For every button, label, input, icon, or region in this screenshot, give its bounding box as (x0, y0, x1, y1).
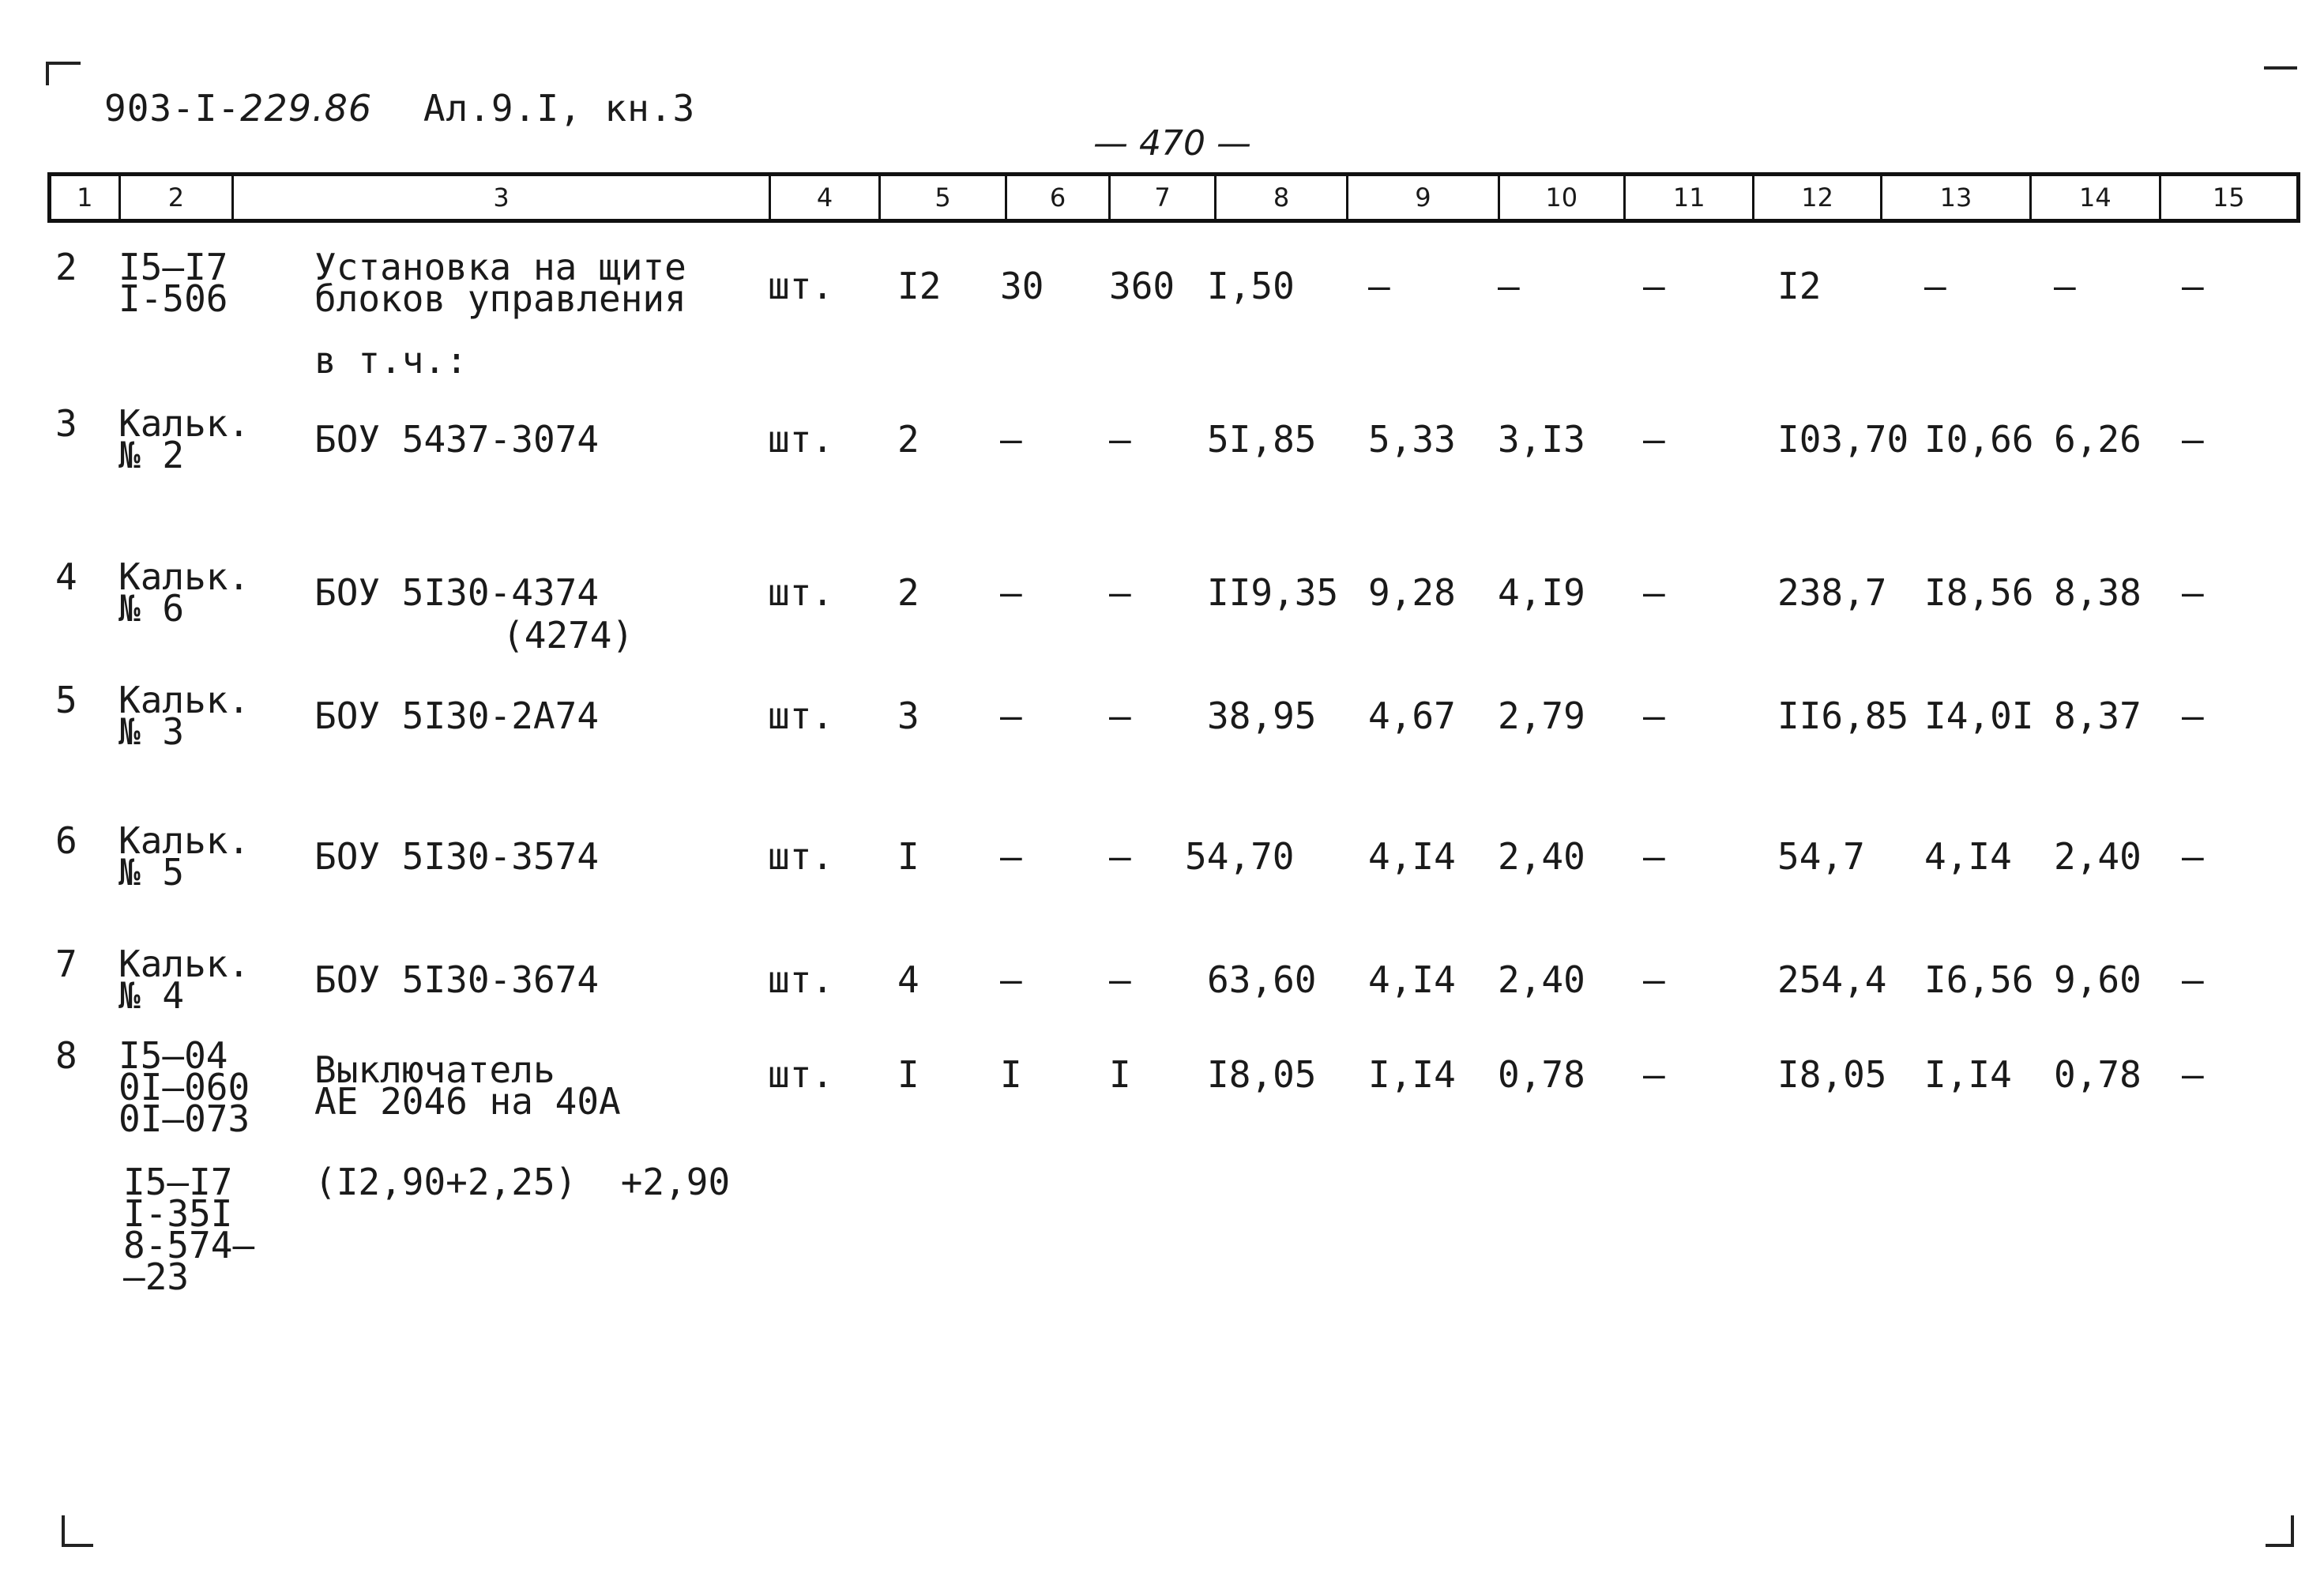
row-value-c10: 3,I3 (1498, 418, 1585, 461)
row-value-c10: 4,I9 (1498, 571, 1585, 614)
row-value-c7: 360 (1109, 265, 1175, 307)
row-value-c13: I4,0I (1924, 694, 2034, 737)
row-value-c7: – (1109, 835, 1131, 878)
row-unit: шт. (768, 694, 834, 737)
row-name: БОУ 5I30-4374 (314, 571, 600, 614)
row-value-c13: – (1924, 265, 1946, 307)
row-value-c12: II6,85 (1777, 694, 1909, 737)
row-value-c11: – (1643, 571, 1665, 614)
row-unit: шт. (768, 571, 834, 614)
row-code: I5–I7 I-506 (118, 246, 228, 320)
row-value-c13: I8,56 (1924, 571, 2034, 614)
row-value-c6: – (1000, 418, 1022, 461)
row-value-c9: – (1368, 265, 1390, 307)
column-header-7: 7 (1111, 176, 1217, 219)
row-value-c5: I (897, 1053, 919, 1096)
row-value-c10: 2,79 (1498, 694, 1585, 737)
row-value-c15: – (2182, 418, 2204, 461)
corner-mark-top-left (46, 62, 49, 85)
column-header-6: 6 (1007, 176, 1111, 219)
row-value-c7: – (1109, 418, 1131, 461)
row-value-c15: – (2182, 265, 2204, 307)
row-name: Установка на щите блоков управления (314, 246, 686, 320)
column-header-8: 8 (1217, 176, 1348, 219)
row-value-c12: 54,7 (1777, 835, 1865, 878)
row-value-c10: 0,78 (1498, 1053, 1585, 1096)
row-value-c15: – (2182, 571, 2204, 614)
row-value-c8: I,50 (1207, 265, 1295, 307)
row-code: Кальк. № 3 (118, 679, 250, 753)
row-unit: шт. (768, 418, 834, 461)
row-value-c8: 38,95 (1207, 694, 1317, 737)
row-name: Выключатель АЕ 2046 на 40А (314, 1048, 621, 1123)
row-value-c10: 2,40 (1498, 835, 1585, 878)
column-header-11: 11 (1626, 176, 1754, 219)
row-number: 3 (55, 402, 77, 445)
column-header-2: 2 (121, 176, 235, 219)
row-unit: шт. (768, 1053, 834, 1096)
corner-mark-top-left (46, 62, 81, 65)
row-value-c8: II9,35 (1207, 571, 1339, 614)
column-header-1: 1 (51, 176, 121, 219)
row-value-c5: I (897, 835, 919, 878)
row-value-c6: – (1000, 571, 1022, 614)
row-value-c13: I0,66 (1924, 418, 2034, 461)
row-value-c8: 54,70 (1185, 835, 1295, 878)
row-number: 6 (55, 819, 77, 862)
column-header-9: 9 (1348, 176, 1499, 219)
row-value-c5: I2 (897, 265, 942, 307)
row-value-c6: I (1000, 1053, 1022, 1096)
row-unit: шт. (768, 958, 834, 1001)
row-note: (I2,90+2,25) +2,90 (314, 1161, 731, 1203)
row-value-c9: I,I4 (1368, 1053, 1456, 1096)
row-value-c11: – (1643, 265, 1665, 307)
row-value-c14: 6,26 (2054, 418, 2142, 461)
row-number: 4 (55, 555, 77, 598)
corner-mark-bottom-left (62, 1544, 93, 1547)
row-code: Кальк. № 2 (118, 402, 250, 476)
row-note: в т.ч.: (314, 339, 468, 382)
row-value-c9: 9,28 (1368, 571, 1456, 614)
document-code-suffix: Ал.9.I, кн.3 (423, 87, 696, 130)
row-value-c8: 63,60 (1207, 958, 1317, 1001)
row-value-c11: – (1643, 958, 1665, 1001)
row-value-c14: – (2054, 265, 2076, 307)
row-value-c14: 8,38 (2054, 571, 2142, 614)
column-header-3: 3 (234, 176, 771, 219)
row-value-c15: – (2182, 835, 2204, 878)
row-value-c14: 9,60 (2054, 958, 2142, 1001)
row-value-c13: 4,I4 (1924, 835, 2012, 878)
row-number: 8 (55, 1034, 77, 1077)
column-header-15: 15 (2212, 183, 2245, 213)
column-header-13: 13 (1882, 176, 2032, 219)
column-header-4: 4 (771, 176, 882, 219)
row-note: (4274) (502, 614, 634, 657)
row-number: 2 (55, 246, 77, 288)
row-unit: шт. (768, 265, 834, 307)
row-value-c11: – (1643, 694, 1665, 737)
document-code-number: 229.86 (240, 87, 373, 130)
row-value-c12: I03,70 (1777, 418, 1909, 461)
row-name: БОУ 5I30-2A74 (314, 694, 600, 737)
row-code: I5–04 0I–060 0I–073 (118, 1034, 250, 1140)
row-value-c12: I2 (1777, 265, 1822, 307)
row-value-c5: 2 (897, 418, 919, 461)
row-value-c13: I,I4 (1924, 1053, 2012, 1096)
row-value-c5: 4 (897, 958, 919, 1001)
row-value-c8: 5I,85 (1207, 418, 1317, 461)
corner-mark-bottom-right (2266, 1544, 2294, 1547)
document-code (104, 87, 695, 130)
row-value-c15: – (2182, 694, 2204, 737)
row-value-c15: – (2182, 958, 2204, 1001)
row-value-c15: – (2182, 1053, 2204, 1096)
row-value-c8: I8,05 (1207, 1053, 1317, 1096)
row-value-c7: I (1109, 1053, 1131, 1096)
row-value-c12: 254,4 (1777, 958, 1887, 1001)
row-value-c10: – (1498, 265, 1520, 307)
row-value-c9: 5,33 (1368, 418, 1456, 461)
corner-mark-bottom-left (62, 1515, 65, 1545)
row-value-c12: 238,7 (1777, 571, 1887, 614)
column-header-12: 12 (1754, 176, 1882, 219)
row-code: Кальк. № 6 (118, 555, 250, 630)
row-value-c13: I6,56 (1924, 958, 2034, 1001)
row-value-c9: 4,67 (1368, 694, 1456, 737)
row-value-c5: 2 (897, 571, 919, 614)
column-header-row (47, 172, 2300, 223)
row-value-c9: 4,I4 (1368, 958, 1456, 1001)
row-value-c6: – (1000, 694, 1022, 737)
document-code-prefix: 903-I- (104, 87, 241, 130)
row-value-c5: 3 (897, 694, 919, 737)
row-number: 5 (55, 679, 77, 721)
row-value-c6: 30 (1000, 265, 1044, 307)
row-value-c9: 4,I4 (1368, 835, 1456, 878)
row-unit: шт. (768, 835, 834, 878)
row-code-secondary: I5–I7 I-35I 8-574– –23 (123, 1161, 255, 1298)
row-name: БОУ 5I30-3674 (314, 958, 600, 1001)
row-code: Кальк. № 4 (118, 943, 250, 1017)
row-value-c14: 2,40 (2054, 835, 2142, 878)
column-header-14: 14 (2032, 176, 2160, 219)
row-value-c7: – (1109, 694, 1131, 737)
row-value-c6: – (1000, 835, 1022, 878)
row-value-c11: – (1643, 418, 1665, 461)
row-value-c14: 8,37 (2054, 694, 2142, 737)
column-header-5: 5 (881, 176, 1006, 219)
row-value-c7: – (1109, 958, 1131, 1001)
row-value-c12: I8,05 (1777, 1053, 1887, 1096)
corner-mark-bottom-right (2291, 1515, 2294, 1547)
corner-mark-top-right (2264, 66, 2297, 70)
row-value-c6: – (1000, 958, 1022, 1001)
page-number: — 470 — (1093, 123, 1251, 164)
row-name: БОУ 5437-3074 (314, 418, 600, 461)
row-value-c14: 0,78 (2054, 1053, 2142, 1096)
row-number: 7 (55, 943, 77, 985)
row-name: БОУ 5I30-3574 (314, 835, 600, 878)
column-header-10: 10 (1500, 176, 1626, 219)
row-code: Кальк. № 5 (118, 819, 250, 894)
row-value-c7: – (1109, 571, 1131, 614)
row-value-c11: – (1643, 1053, 1665, 1096)
row-value-c11: – (1643, 835, 1665, 878)
row-value-c10: 2,40 (1498, 958, 1585, 1001)
